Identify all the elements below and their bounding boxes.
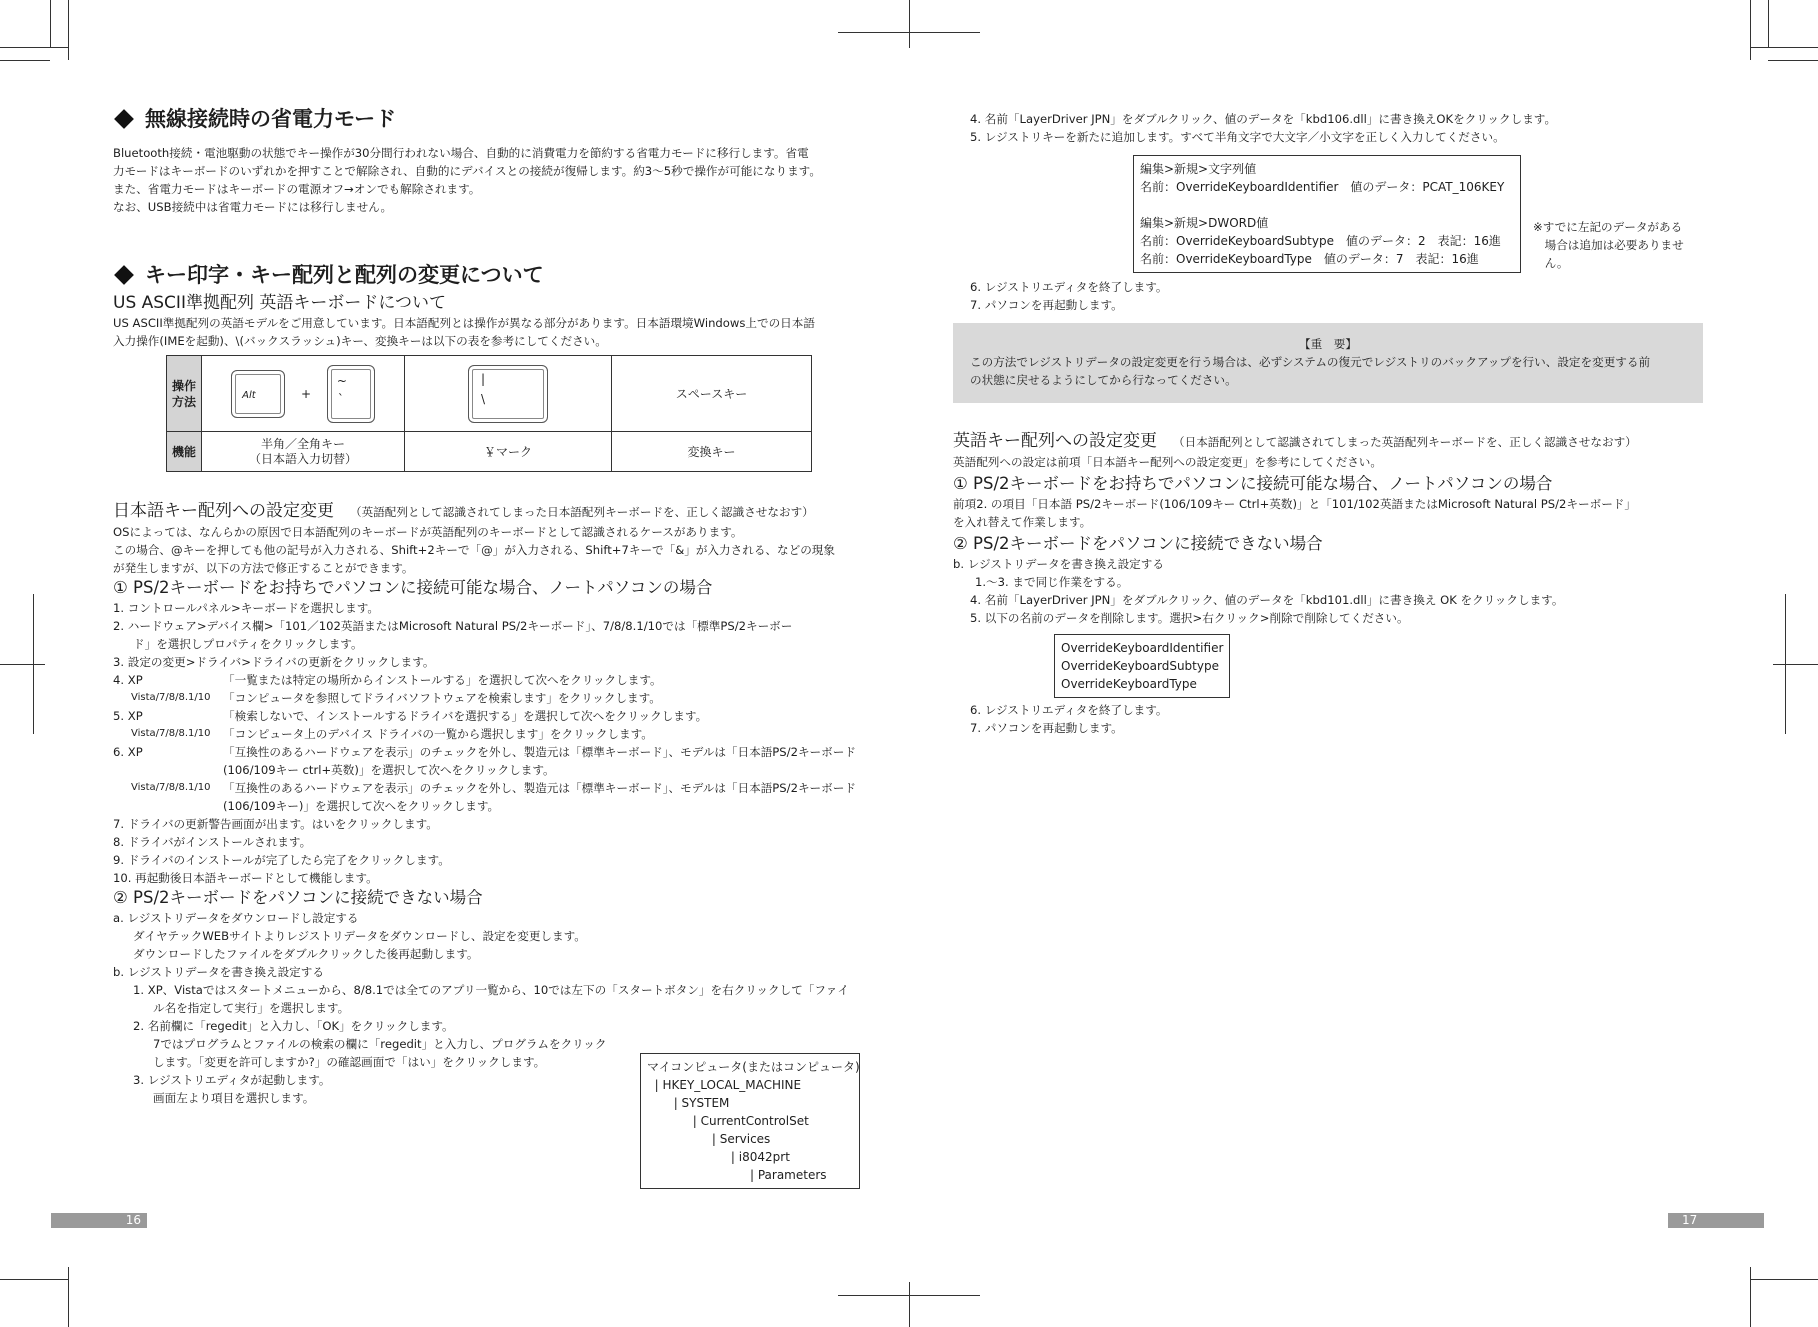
step-continued: します。「変更を許可しますか?」の確認画面で「はい」をクリックします。: [153, 1055, 546, 1069]
table-header-function: 機能: [167, 432, 202, 472]
step: a. レジストリデータをダウンロードし設定する: [113, 911, 359, 925]
page-number-right: 17: [1668, 1213, 1764, 1228]
crop-mark: [0, 664, 45, 665]
step: 10. 再起動後日本語キーボードとして機能します。: [113, 871, 378, 885]
left-page: [113, 104, 863, 350]
table-header-operation: 操作 方法: [167, 356, 202, 432]
text-line: US ASCII準拠配列の英語モデルをご用意しています。日本語配列とは操作が異なる部分があります。日本語環境Windows上での日本語: [113, 316, 815, 330]
step: 7. パソコンを再起動します。: [970, 298, 1123, 312]
section-title-power-saving: 無線接続時の省電力モード: [113, 104, 863, 134]
table-row-function: [167, 432, 812, 472]
ps2-connectable-title: ① PS/2キーボードをお持ちでパソコンに接続可能な場合、ノートパソコンの場合: [953, 474, 1553, 493]
step: 1. コントロールパネル>キーボードを選択します。: [113, 601, 379, 615]
step: 7. ドライバの更新警告画面が出ます。はいをクリックします。: [113, 817, 438, 831]
step-6-xp: 6. XP 「互換性のあるハードウェアを表示」のチェックを外し、製造元は「標準キーボード」、モデルは「日本語PS/2キーボード (106/109キー ctrl+英数)」を選択して次へをクリックします。: [113, 745, 856, 777]
crop-mark: [909, 1282, 910, 1327]
table-cell-henkan: 変換キー: [612, 432, 812, 472]
step: 5. 以下の名前のデータを削除します。選択>右クリック>削除で削除してください。: [970, 611, 1409, 625]
step: 3. 設定の変更>ドライバ>ドライバの更新をクリックします。: [113, 655, 435, 669]
step: 3. レジストリエディタが起動します。: [133, 1073, 331, 1087]
text-line: が発生しますが、以下の方法で修正することができます。: [113, 561, 414, 575]
ps2-not-connectable-title: ② PS/2キーボードをパソコンに接続できない場合: [113, 888, 483, 907]
step: 2. 名前欄に「regedit」と入力し、「OK」をクリックします。: [133, 1019, 454, 1033]
crop-mark: [1750, 0, 1751, 60]
important-title: 【重 要】: [1299, 337, 1357, 351]
diamond-bullet-icon: [114, 265, 134, 285]
right-page-top: [970, 110, 1710, 146]
step-4-vista: Vista/7/8/8.1/10 「コンピュータを参照してドライバソフトウェアを検索します」をクリックします。: [131, 691, 661, 705]
ps2-not-connectable-title: ② PS/2キーボードをパソコンに接続できない場合: [953, 534, 1323, 553]
registry-edit-box: 編集>新規>文字列値 名前：OverrideKeyboardIdentifier 値のデータ：PCAT_106KEY 編集>新規>DWORD値 名前：OverrideKeyboardSubtype 値のデータ：2 表記：16進 名前：OverrideKeyboardType 値のデータ：7 表記：16進: [1133, 155, 1521, 273]
subsection-title-us-ascii: US ASCII準拠配列 英語キーボードについて: [113, 293, 447, 313]
crop-mark: [68, 1267, 69, 1327]
crop-mark: [1773, 664, 1818, 665]
alt-key-icon: Alt: [231, 370, 285, 418]
table-cell-alt-tilde: [202, 356, 405, 432]
text-line: OSによっては、なんらかの原因で日本語配列のキーボードが英語配列のキーボードとして認識されるケースがあります。: [113, 525, 743, 539]
step: b. レジストリデータを書き換え設定する: [113, 965, 324, 979]
crop-mark: [1785, 594, 1786, 734]
step: 5. レジストリキーを新たに追加します。すべて半角文字で大文字／小文字を正しく入力してください。: [970, 130, 1505, 144]
crop-mark: [0, 60, 50, 61]
step-continued: ル名を指定して実行」を選択します。: [153, 1001, 350, 1015]
jp-layout-title: 日本語キー配列への設定変更 （英語配列として認識されてしまった日本語配列キーボードを、正しく認識させなおす）: [113, 501, 814, 521]
tilde-key-icon: ~ `: [327, 365, 375, 423]
step: 6. レジストリエディタを終了します。: [970, 280, 1168, 294]
crop-mark: [68, 0, 69, 60]
table-cell-hankaku: 半角／全角キー （日本語入力切替）: [202, 432, 405, 472]
ps2-connectable-title: ① PS/2キーボードをお持ちでパソコンに接続可能な場合、ノートパソコンの場合: [113, 578, 713, 597]
diamond-bullet-icon: [114, 109, 134, 129]
text-line: を入れ替えて作業します。: [953, 515, 1092, 529]
right-steps-6-7: [970, 278, 1710, 314]
crop-mark: [50, 0, 51, 48]
crop-mark: [1750, 1279, 1818, 1280]
text-line: 前項2. の項目「日本語 PS/2キーボード(106/109キー Ctrl+英数)」と「101/102英語またはMicrosoft Natural PS/2キーボード」: [953, 497, 1636, 511]
crop-mark: [1750, 47, 1818, 48]
step-continued: ダイヤテックWEBサイトよりレジストリデータをダウンロードし、設定を変更します。: [133, 929, 586, 943]
step-5-vista: Vista/7/8/8.1/10 「コンピュータ上のデバイス ドライバの一覧から選択します」をクリックします。: [131, 727, 653, 741]
text-line: なお、USB接続中は省電力モードには移行しません。: [113, 200, 393, 214]
text-line: Bluetooth接続・電池駆動の状態でキー操作が30分間行われない場合、自動的に消費電力を節約する省電力モードに移行します。省電: [113, 146, 809, 160]
text-line: 英語配列への設定は前項「日本語キー配列への設定変更」を参考にしてください。: [953, 455, 1382, 469]
table-cell-space: スペースキー: [612, 356, 812, 432]
step: 4. 名前「LayerDriver JPN」をダブルクリック、値のデータを「kbd101.dll」に書き換え OK をクリックします。: [970, 593, 1564, 607]
step: 8. ドライバがインストールされます。: [113, 835, 312, 849]
step-continued: 画面左より項目を選択します。: [153, 1091, 315, 1105]
important-text: の状態に戻せるようにしてから行なってください。: [970, 373, 1237, 387]
step: 7. パソコンを再起動します。: [970, 721, 1123, 735]
step-5-xp: 5. XP 「検索しないで、インストールするドライバを選択する」を選択して次へをクリックします。: [113, 709, 708, 723]
section-title-key-layout: キー印字・キー配列と配列の変更について: [113, 260, 863, 290]
text-line: また、省電力モードはキーボードの電源オフ→オンでも解除されます。: [113, 182, 481, 196]
backslash-key-icon: | \: [468, 365, 548, 423]
step: 2. ハードウェア>デバイス欄>「101／102英語またはMicrosoft Natural PS/2キーボード」、7/8/8.1/10では「標準PS/2キーボー: [113, 619, 793, 633]
plus-sign: +: [300, 386, 312, 401]
important-banner: [953, 323, 1703, 403]
step: b. レジストリデータを書き換え設定する: [953, 557, 1164, 571]
power-saving-text: [113, 144, 863, 216]
crop-mark: [0, 47, 68, 48]
registry-path-box: マイコンピュータ(またはコンピュータ) | HKEY_LOCAL_MACHINE | SYSTEM | CurrentControlSet | Services | i8042prt | Parameters: [640, 1053, 860, 1189]
important-text: この方法でレジストリデータの設定変更を行う場合は、必ずシステムの復元でレジストリのバックアップを行い、設定を変更する前: [970, 355, 1651, 369]
side-note: ※すでに左記のデータがある 場合は追加は必要ありませ ん。: [1533, 220, 1684, 270]
en-layout-section: [953, 430, 1713, 627]
text-line: 力モードはキーボードのいずれかを押すことで解除され、自動的にデバイスとの接続が復帰します。約3〜5秒で操作が可能になります。: [113, 164, 821, 178]
step-4-xp: 4. XP 「一覧または特定の場所からインストールする」を選択して次へをクリックします。: [113, 673, 662, 687]
table-row-operation: [167, 356, 812, 432]
crop-mark: [0, 1279, 68, 1280]
crop-mark: [909, 0, 910, 48]
en-layout-title: 英語キー配列への設定変更 （日本語配列として認識されてしまった英語配列キーボードを、正しく認識させなおす）: [953, 431, 1637, 451]
step-continued: ド」を選択しプロパティをクリックします。: [133, 637, 363, 651]
page-number-left: 16: [51, 1213, 147, 1228]
step: 9. ドライバのインストールが完了したら完了をクリックします。: [113, 853, 450, 867]
key-mapping-table: [166, 355, 812, 472]
text-line: 入力操作(IMEを起動)、\(バックスラッシュ)キー、変換キーは以下の表を参考にしてください。: [113, 334, 607, 348]
step: 1. XP、Vistaではスタートメニューから、8/8.1では全てのアプリ一覧から、10では左下の「スタートボタン」を右クリックして「ファイ: [133, 983, 849, 997]
step: 1.〜3. まで同じ作業をする。: [975, 575, 1129, 589]
crop-mark: [33, 594, 34, 734]
crop-mark: [1768, 0, 1769, 48]
crop-mark: [1768, 60, 1818, 61]
text-line: この場合、@キーを押しても他の記号が入力される、Shift+2キーで「@」が入力される、Shift+7キーで「&」が入力される、などの現象: [113, 543, 835, 557]
crop-mark: [1750, 1267, 1751, 1327]
step: 4. 名前「LayerDriver JPN」をダブルクリック、値のデータを「kbd106.dll」に書き換えOKをクリックします。: [970, 112, 1557, 126]
jp-layout-section: [113, 500, 873, 1107]
right-final-steps: [970, 701, 1710, 737]
step: 6. レジストリエディタを終了します。: [970, 703, 1168, 717]
step-continued: ダウンロードしたファイルをダブルクリックした後再起動します。: [133, 947, 479, 961]
step-continued: 7ではプログラムとファイルの検索の欄に「regedit」と入力し、プログラムをクリック: [153, 1037, 607, 1051]
delete-keys-box: OverrideKeyboardIdentifier OverrideKeyboardSubtype OverrideKeyboardType: [1054, 634, 1230, 698]
step-6-vista: Vista/7/8/8.1/10 「互換性のあるハードウェアを表示」のチェックを外し、製造元は「標準キーボード」、モデルは「日本語PS/2キーボード (106/109キー)」を選択して次へをクリックします。: [131, 781, 856, 813]
table-cell-yen: ￥マーク: [405, 432, 612, 472]
table-cell-backslash: [405, 356, 612, 432]
